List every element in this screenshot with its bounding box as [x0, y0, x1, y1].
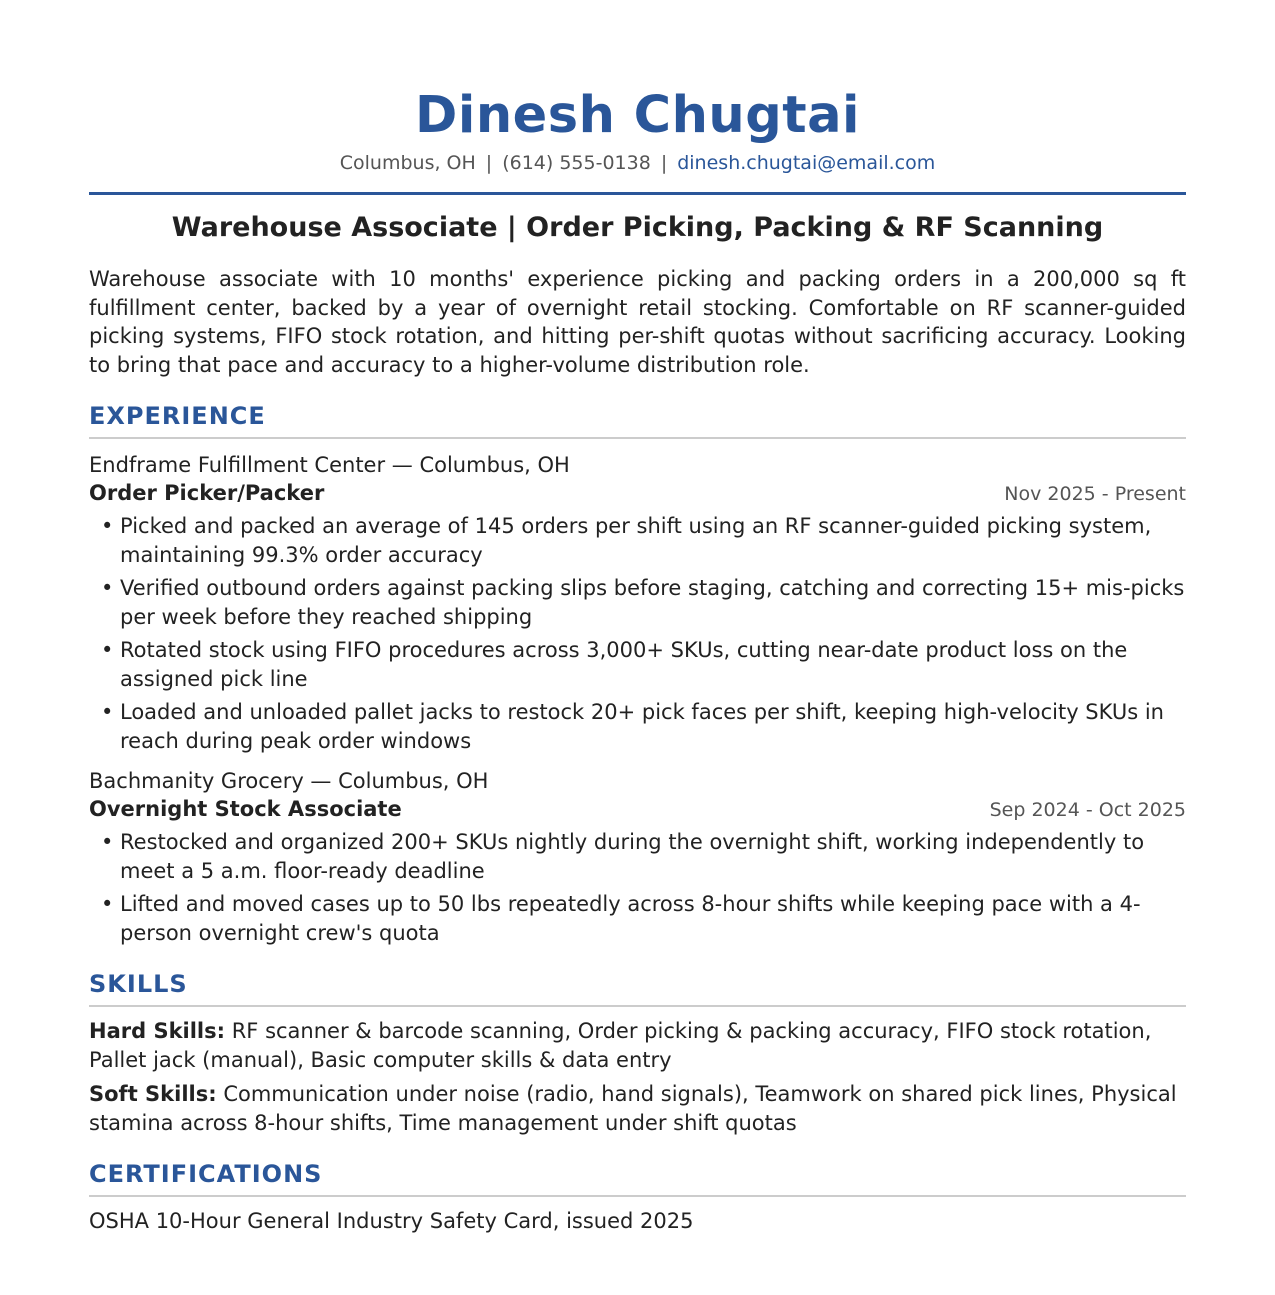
job-bullet: • Rotated stock using FIFO procedures across 3,000+ SKUs, cutting near-date product loss on the assigned pick line	[89, 636, 1186, 693]
skills-heading: SKILLS	[89, 970, 188, 998]
resume-page	[89, 0, 1186, 1235]
section-divider	[89, 1005, 1186, 1007]
candidate-name: Dinesh Chugtai	[415, 86, 860, 145]
resume-headline: Warehouse Associate | Order Picking, Packing & RF Scanning	[171, 212, 1104, 243]
contact-phone: (614) 555-0138	[502, 152, 651, 174]
contact-line	[89, 150, 1186, 176]
job-bullets	[89, 828, 1186, 947]
job-bullet: • Lifted and moved cases up to 50 lbs repeatedly across 8-hour shifts while keeping pace with a 4-person overnight crew's quota	[89, 890, 1186, 947]
contact-location: Columbus, OH	[339, 152, 476, 174]
job-employer: Endframe Fulfillment Center — Columbus, OH	[89, 453, 570, 477]
certification-item: OSHA 10-Hour General Industry Safety Card, issued 2025	[89, 1209, 694, 1233]
soft-skills	[89, 1080, 1186, 1137]
professional-summary: Warehouse associate with 10 months' experience picking and packing orders in a 200,000 sq ft fulfillment center, backed by a year of overnight retail stocking. Comfortable on RF scanner-guided picking systems, FIFO stock rotation, and hitting per-shift quotas without sacrificing accuracy. Looking to bring that pace and accuracy to a higher-volume distribution role.	[89, 267, 1186, 377]
header-divider	[89, 192, 1186, 195]
job-bullet: • Restocked and organized 200+ SKUs nightly during the overnight shift, working independently to meet a 5 a.m. floor-ready deadline	[89, 828, 1186, 885]
job-entry	[89, 767, 1186, 947]
job-bullets	[89, 512, 1186, 755]
job-role-row	[89, 795, 1186, 824]
contact-separator: |	[485, 152, 493, 174]
contact-email-link[interactable]: dinesh.chugtai@email.com	[677, 152, 936, 174]
job-role-row	[89, 479, 1186, 508]
job-role: Order Picker/Packer	[89, 481, 325, 505]
job-dates: Nov 2025 - Present	[1004, 483, 1186, 505]
section-divider	[89, 437, 1186, 439]
hard-skills	[89, 1017, 1186, 1074]
section-divider	[89, 1195, 1186, 1197]
soft-skills-label: Soft Skills:	[89, 1082, 217, 1106]
job-dates: Sep 2024 - Oct 2025	[989, 799, 1186, 821]
experience-heading: EXPERIENCE	[89, 402, 266, 430]
job-role: Overnight Stock Associate	[89, 797, 402, 821]
job-entry	[89, 451, 1186, 755]
job-bullet: • Loaded and unloaded pallet jacks to restock 20+ pick faces per shift, keeping high-velocity SKUs in reach during peak order windows	[89, 698, 1186, 755]
soft-skills-list: Communication under noise (radio, hand signals), Teamwork on shared pick lines, Physical stamina across 8-hour shifts, Time management under shift quotas	[89, 1082, 1177, 1135]
job-employer: Bachmanity Grocery — Columbus, OH	[89, 769, 489, 793]
hard-skills-list: RF scanner & barcode scanning, Order picking & packing accuracy, FIFO stock rotation, Pallet jack (manual), Basic computer skills & data entry	[89, 1019, 1152, 1072]
certifications-heading: CERTIFICATIONS	[89, 1160, 323, 1188]
hard-skills-label: Hard Skills:	[89, 1019, 226, 1043]
job-bullet: • Verified outbound orders against packing slips before staging, catching and correcting 15+ mis-picks per week before they reached shipping	[89, 574, 1186, 631]
contact-separator: |	[660, 152, 668, 174]
job-bullet: • Picked and packed an average of 145 orders per shift using an RF scanner-guided picking system, maintaining 99.3% order accuracy	[89, 512, 1186, 569]
